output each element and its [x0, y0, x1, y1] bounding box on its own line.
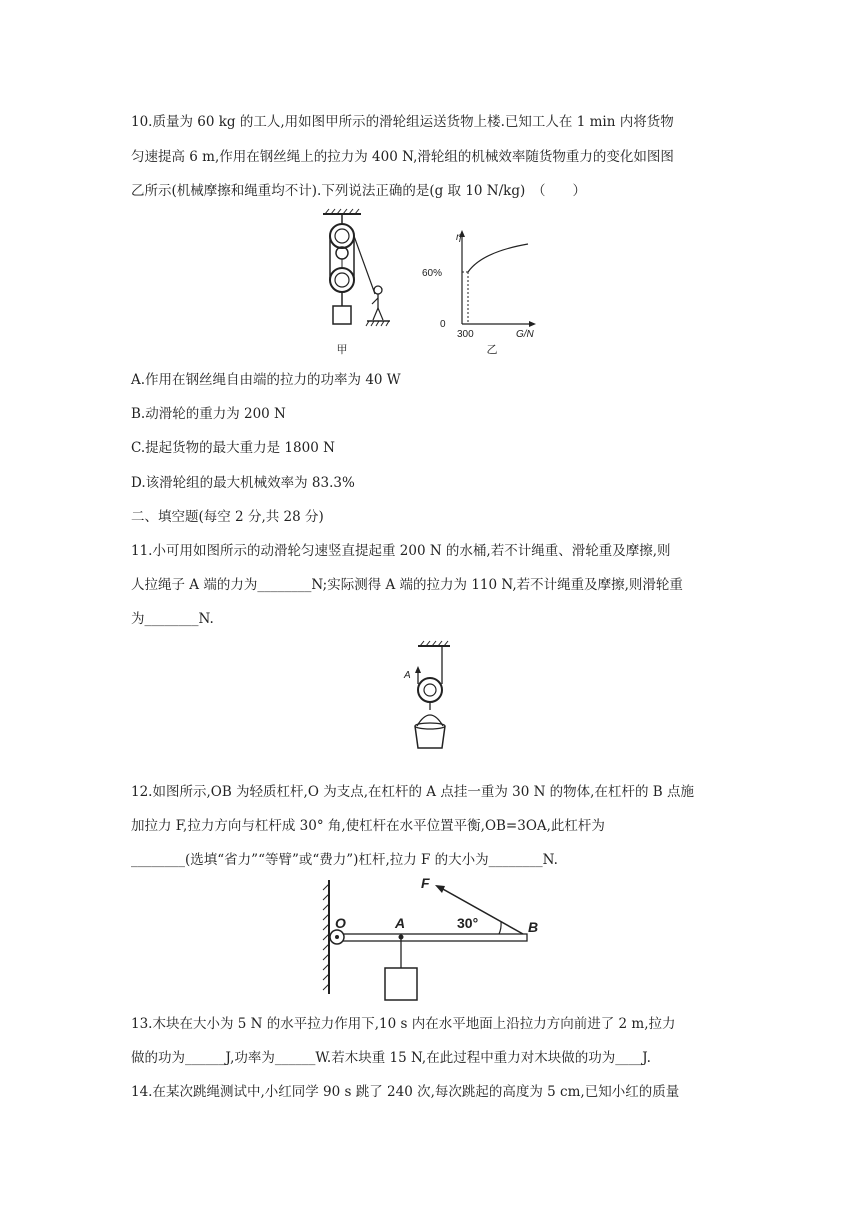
point-label-b: B [528, 919, 539, 935]
q11-line-3: 为________N. [131, 611, 214, 627]
force-label-f: F [421, 875, 430, 891]
rope-end-a-label: A [404, 670, 411, 681]
q14-line-1: 14.在某次跳绳测试中,小红同学 90 s 跳了 240 次,每次跳起的高度为 5 cm,已知小红的质量 [131, 1084, 680, 1100]
q12-line-3: ________(选填“省力”“等臂”或“费力”)杠杆,拉力 F 的大小为________N. [131, 852, 558, 868]
q10-option-b: B.动滑轮的重力为 200 N [131, 406, 286, 422]
q11-line-1: 11.小可用如图所示的动滑轮匀速竖直提起重 200 N 的水桶,若不计绳重、滑轮重及摩擦,则 [131, 543, 671, 559]
q10-line-2: 匀速提高 6 m,作用在钢丝绳上的拉力为 400 N,滑轮组的机械效率随货物重力的变化如图图 [131, 149, 674, 165]
lever-figure [315, 866, 555, 1006]
figure-a-caption: 甲 [336, 344, 348, 356]
q12-line-1: 12.如图所示,OB 为轻质杠杆,O 为支点,在杠杆的 A 点挂一重为 30 N 的物体,在杠杆的 B 点施 [131, 784, 694, 800]
section-title: 二、填空题(每空 2 分,共 28 分) [131, 509, 324, 525]
efficiency-graph [420, 226, 540, 358]
graph-x-tick-label: 300 [457, 329, 474, 340]
q10-line-1: 10.质量为 60 kg 的工人,用如图甲所示的滑轮组运送货物上楼.已知工人在 1 min 内将货物 [131, 114, 674, 130]
pulley-block-figure [315, 208, 395, 358]
q10-option-d: D.该滑轮组的最大机械效率为 83.3% [131, 475, 355, 491]
graph-x-axis-label: G/N [516, 329, 534, 340]
graph-y-tick-label: 60% [422, 268, 443, 279]
q12-line-2: 加拉力 F,拉力方向与杠杆成 30° 角,使杠杆在水平位置平衡,OB=3OA,此杠杆为 [131, 818, 605, 834]
q13-line-2: 做的功为______J,功率为______W.若木块重 15 N,在此过程中重力对木块做的功为____J. [131, 1050, 651, 1066]
q11-line-2: 人拉绳子 A 端的力为________N;实际测得 A 端的拉力为 110 N,若不计绳重及摩擦,则滑轮重 [131, 577, 683, 593]
graph-origin-label: 0 [440, 319, 446, 330]
point-label-a: A [395, 915, 406, 931]
q10-option-a: A.作用在钢丝绳自由端的拉力的功率为 40 W [131, 372, 401, 388]
q10-option-c: C.提起货物的最大重力是 1800 N [131, 440, 335, 456]
figure-b-caption: 乙 [486, 344, 498, 356]
q13-line-1: 13.木块在大小为 5 N 的水平拉力作用下,10 s 内在水平地面上沿拉力方向前进了 2 m,拉力 [131, 1016, 676, 1032]
angle-label: 30° [457, 915, 479, 931]
movable-pulley-figure [396, 640, 466, 766]
pivot-label-o: O [335, 915, 346, 931]
q10-line-3: 乙所示(机械摩擦和绳重均不计).下列说法正确的是(g 取 10 N/kg) （ ） [131, 183, 586, 199]
graph-y-axis-label: η [456, 232, 462, 243]
